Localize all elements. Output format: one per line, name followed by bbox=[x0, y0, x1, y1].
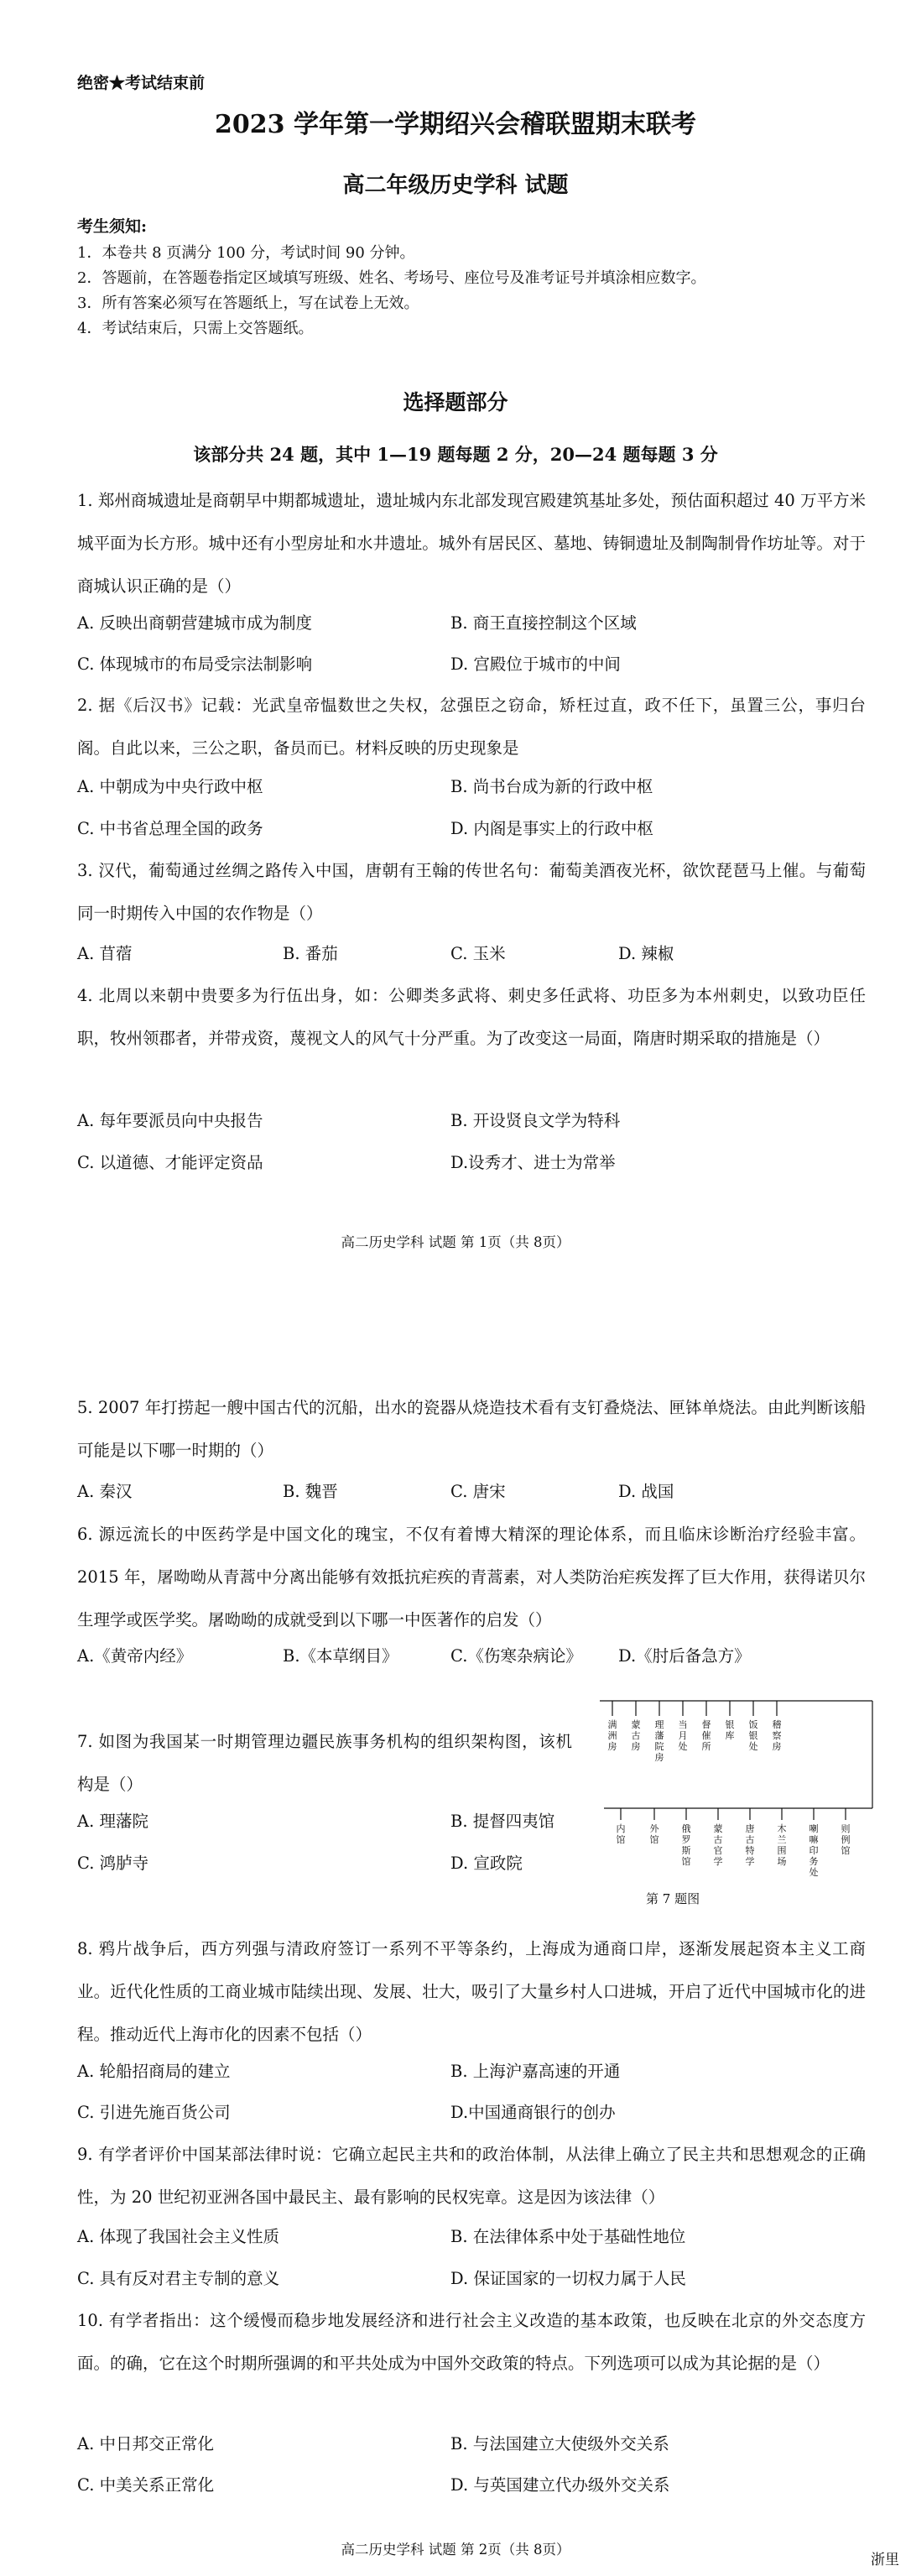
question-5-stem: 5. 2007 年打捞起一艘中国古代的沉船，出水的瓷器从烧造技术看有支钉叠烧法、匣钵单烧法。由此判断该船可能是以下哪一时期的（） bbox=[77, 1398, 866, 1460]
q8-option-c: C. 引进先施百货公司 bbox=[77, 2103, 231, 2122]
org-chart-subunit-label: 木兰围场 bbox=[777, 1823, 787, 1867]
q10-option-a: A. 中日邦交正常化 bbox=[77, 2434, 214, 2453]
q6-option-d: D.《肘后备急方》 bbox=[618, 1646, 751, 1666]
q8-option-a: A. 轮船招商局的建立 bbox=[77, 2062, 231, 2081]
org-chart-subunit-label: 蒙古官学 bbox=[713, 1823, 723, 1867]
section-title: 选择题部分 bbox=[403, 390, 508, 415]
q3-option-a: A. 苜蓿 bbox=[77, 944, 133, 963]
secret-label: 绝密★考试结束前 bbox=[77, 74, 206, 92]
notice-item: 2．答题前，在答题卷指定区域填写班级、姓名、考场号、座位号及准考证号并填涂相应数字。 bbox=[77, 269, 706, 287]
q3-option-d: D. 辣椒 bbox=[618, 944, 674, 963]
q2-option-d: D. 内阁是事实上的行政中枢 bbox=[450, 819, 653, 838]
org-chart-office-label: 蒙古房 bbox=[631, 1719, 641, 1752]
notice-item: 4．考试结束后，只需上交答题纸。 bbox=[77, 320, 314, 337]
q9-option-a: A. 体现了我国社会主义性质 bbox=[77, 2227, 279, 2246]
org-chart-subunit-label: 外馆 bbox=[649, 1823, 659, 1845]
q4-option-a: A. 每年要派员向中央报告 bbox=[77, 1111, 263, 1130]
q9-option-d: D. 保证国家的一切权力属于人民 bbox=[450, 2269, 686, 2288]
corner-watermark-text: 浙里 bbox=[871, 2552, 899, 2568]
notice-item: 3．所有答案必须写在答题纸上，写在试卷上无效。 bbox=[77, 295, 419, 312]
question-8-stem: 8. 鸦片战争后，西方列强与清政府签订一系列不平等条约，上海成为通商口岸，逐渐发展起资本主义工商业。近代化性质的工商业城市陆续出现、发展、壮大，吸引了大量乡村人口进城，开启了近代中国城市化的进程。推动近代上海市化的因素不包括（） bbox=[77, 1939, 866, 2044]
q4-option-c: C. 以道德、才能评定资品 bbox=[77, 1153, 263, 1172]
q5-option-b: B. 魏晋 bbox=[283, 1482, 338, 1501]
org-chart-subunit-label: 喇嘛印务处 bbox=[809, 1823, 819, 1878]
question-9-stem: 9. 有学者评价中国某部法律时说：它确立起民主共和的政治体制，从法律上确立了民主共和思想观念的正确性，为 20 世纪初亚洲各国中最民主、最有影响的民权宪章。这是因为该法律（） bbox=[77, 2145, 866, 2207]
org-chart-office-label: 银库 bbox=[725, 1719, 735, 1741]
org-chart-office-label: 当月处 bbox=[678, 1719, 688, 1752]
question-2-stem: 2. 据《后汉书》记载：光武皇帝愠数世之失权，忿强臣之窃命，矫枉过直，政不任下，虽置三公，事归台阁。自此以来，三公之职，备员而已。材料反映的历史现象是 bbox=[77, 696, 866, 758]
q5-option-d: D. 战国 bbox=[618, 1482, 674, 1501]
q8-option-d: D.中国通商银行的创办 bbox=[450, 2103, 616, 2122]
q7-option-d: D. 宣政院 bbox=[450, 1854, 523, 1873]
q2-option-a: A. 中朝成为中央行政中枢 bbox=[77, 777, 263, 796]
q10-option-d: D. 与英国建立代办级外交关系 bbox=[450, 2475, 670, 2495]
q7-option-c: C. 鸿胪寺 bbox=[77, 1854, 149, 1873]
org-chart-figure bbox=[587, 1692, 889, 1885]
q5-option-c: C. 唐宋 bbox=[450, 1482, 506, 1501]
org-chart-office-label: 稽察房 bbox=[772, 1719, 782, 1752]
q6-option-b: B.《本草纲目》 bbox=[283, 1646, 398, 1666]
org-chart-subunit-label: 唐古特学 bbox=[745, 1823, 755, 1867]
notice-heading: 考生须知: bbox=[77, 217, 148, 236]
q9-option-b: B. 在法律体系中处于基础性地位 bbox=[450, 2227, 686, 2246]
org-chart-subunit-label: 俄罗斯馆 bbox=[681, 1823, 691, 1867]
q3-option-c: C. 玉米 bbox=[450, 944, 506, 963]
figure-caption: 第 7 题图 bbox=[646, 1891, 700, 1906]
org-chart-office-label: 理藩院房 bbox=[654, 1719, 664, 1763]
q2-option-b: B. 尚书台成为新的行政中枢 bbox=[450, 777, 653, 796]
q9-option-c: C. 具有反对君主专制的意义 bbox=[77, 2269, 280, 2288]
question-7-stem: 7. 如图为我国某一时期管理边疆民族事务机构的组织架构图，该机构是（） bbox=[77, 1732, 572, 1794]
org-chart-office-label: 督催所 bbox=[701, 1719, 711, 1752]
q4-option-b: B. 开设贤良文学为特科 bbox=[450, 1111, 621, 1130]
q5-option-a: A. 秦汉 bbox=[77, 1482, 133, 1501]
section-note: 该部分共 24 题，其中 1—19 题每题 2 分，20—24 题每题 3 分 bbox=[193, 444, 718, 465]
exam-title: 2023 学年第一学期绍兴会稽联盟期末联考 bbox=[215, 110, 696, 139]
q4-option-d: D.设秀才、进士为常举 bbox=[450, 1153, 616, 1172]
org-chart-subunit-label: 则例馆 bbox=[841, 1823, 851, 1856]
q1-option-b: B. 商王直接控制这个区域 bbox=[450, 613, 637, 633]
question-4-stem: 4. 北周以来朝中贵要多为行伍出身，如：公卿类多武将、刺史多任武将、功臣多为本州刺史，以致功臣任职，牧州领郡者，并带戎资，蔑视文人的风气十分严重。为了改变这一局面，隋唐时期采取的措施是（） bbox=[77, 986, 866, 1048]
q6-option-c: C.《伤寒杂病论》 bbox=[450, 1646, 582, 1666]
q6-option-a: A.《黄帝内经》 bbox=[77, 1646, 193, 1666]
question-6-stem: 6. 源远流长的中医药学是中国文化的瑰宝，不仅有着博大精深的理论体系，而且临床诊断治疗经验丰富。2015 年，屠呦呦从青蒿中分离出能够有效抵抗疟疾的青蒿素，对人类防治疟疾发挥了巨大作用，获得诺贝尔生理学或医学奖。屠呦呦的成就受到以下哪一中医著作的启发（） bbox=[77, 1525, 866, 1630]
q3-option-b: B. 番茄 bbox=[283, 944, 338, 963]
q8-option-b: B. 上海沪嘉高速的开通 bbox=[450, 2062, 621, 2081]
q7-option-a: A. 理藩院 bbox=[77, 1812, 148, 1831]
q10-option-b: B. 与法国建立大使级外交关系 bbox=[450, 2434, 669, 2453]
q1-option-a: A. 反映出商朝营建城市成为制度 bbox=[77, 613, 312, 633]
page-footer: 高二历史学科 试题 第 1页（共 8页） bbox=[341, 1234, 570, 1250]
q1-option-d: D. 宫殿位于城市的中间 bbox=[450, 654, 621, 674]
org-chart-subunit-label: 内馆 bbox=[616, 1823, 626, 1845]
q1-option-c: C. 体现城市的布局受宗法制影响 bbox=[77, 654, 313, 674]
question-1-stem: 1. 郑州商城遗址是商朝早中期都城遗址，遗址城内东北部发现宫殿建筑基址多处，预估面积超过 40 万平方米城平面为长方形。城中还有小型房址和水井遗址。城外有居民区、墓地、铸铜遗址及制陶制骨作坊址等。对于商城认识正确的是（） bbox=[77, 491, 866, 596]
q10-option-c: C. 中美关系正常化 bbox=[77, 2475, 215, 2495]
page-footer: 高二历史学科 试题 第 2页（共 8页） bbox=[341, 2542, 570, 2558]
org-chart-lines bbox=[600, 1701, 872, 1820]
question-10-stem: 10. 有学者指出：这个缓慢而稳步地发展经济和进行社会主义改造的基本政策，也反映在北京的外交态度方面。的确，它在这个时期所强调的和平共处成为中国外交政策的特点。下列选项可以成为其论据的是（） bbox=[77, 2311, 866, 2373]
exam-subtitle: 高二年级历史学科 试题 bbox=[342, 173, 569, 198]
notice-item: 1．本卷共 8 页满分 100 分，考试时间 90 分钟。 bbox=[77, 244, 415, 262]
org-chart-office-label: 满洲房 bbox=[607, 1719, 617, 1752]
q7-option-b: B. 提督四夷馆 bbox=[450, 1812, 555, 1831]
org-chart-office-label: 饭银处 bbox=[748, 1719, 758, 1752]
question-3-stem: 3. 汉代，葡萄通过丝绸之路传入中国，唐朝有王翰的传世名句：葡萄美酒夜光杯，欲饮琵琶马上催。与葡萄同一时期传入中国的农作物是（） bbox=[77, 861, 866, 923]
q2-option-c: C. 中书省总理全国的政务 bbox=[77, 819, 263, 838]
